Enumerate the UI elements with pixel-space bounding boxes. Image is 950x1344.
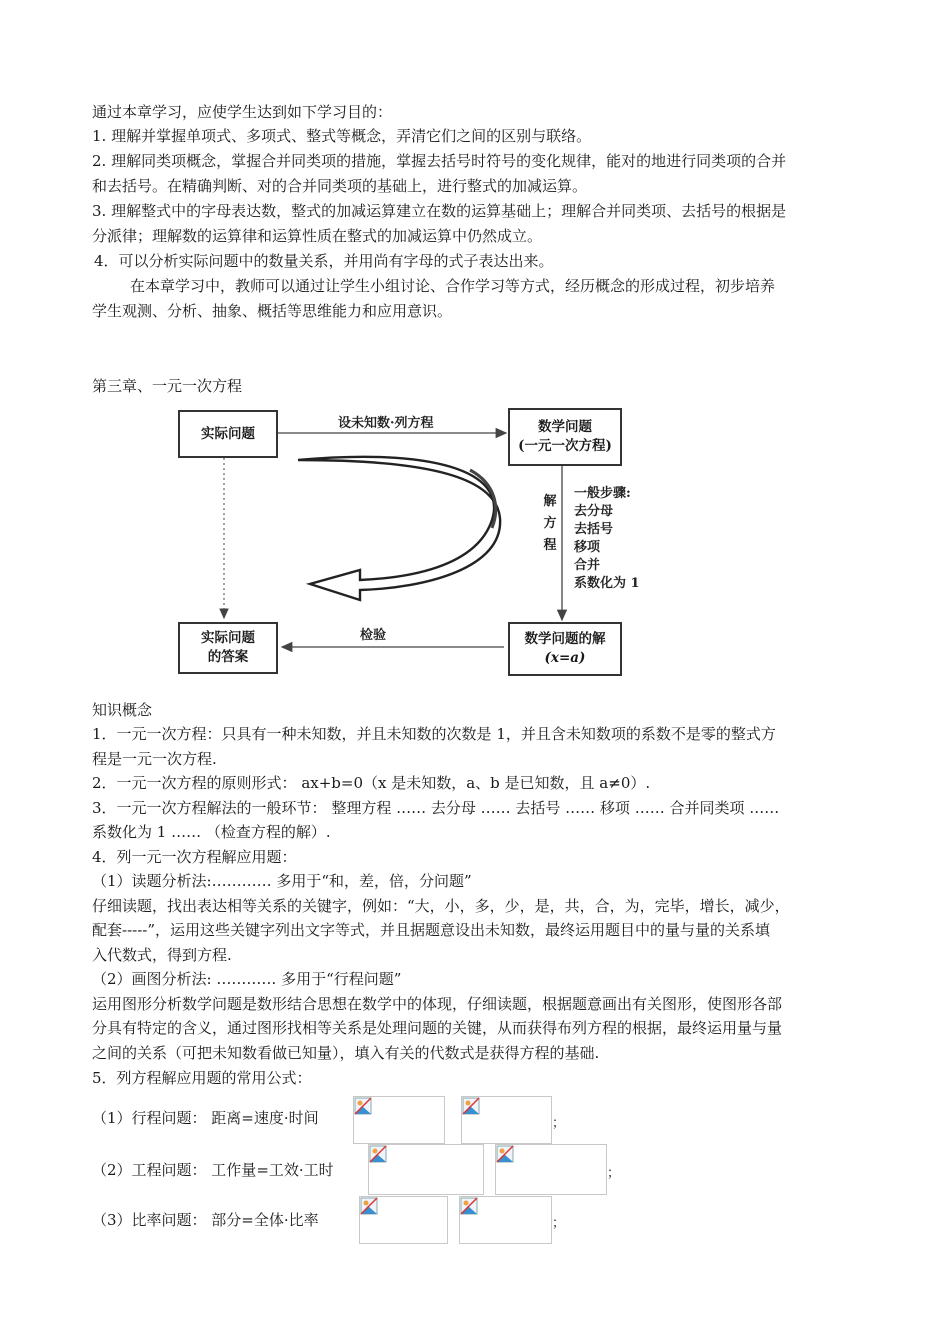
broken-image-icon <box>354 1097 372 1115</box>
knowledge-4b-line-1: 运用图形分析数学问题是数形结合思想在数学中的体现，仔细读题，根据题意画出有关图形，使图形各部 <box>92 995 783 1013</box>
knowledge-4a-line-3: 入代数式，得到方程. <box>92 946 232 964</box>
label-check: 检验 <box>360 628 387 643</box>
intro-item-4: 4．可以分析实际问题中的数量关系，并用尚有字母的式子表达出来。 <box>94 252 554 270</box>
knowledge-1-line-1: 1．一元一次方程：只具有一种未知数，并且未知数的次数是 1，并且含未知数项的系数不是零的整式方 <box>92 725 776 743</box>
formula-image-placeholder <box>461 1096 552 1144</box>
steps-title: 一般步骤: <box>574 486 631 501</box>
knowledge-4: 4．列一元一次方程解应用题： <box>92 848 297 866</box>
semicolon: ； <box>607 1166 621 1181</box>
formula-image-placeholder <box>495 1144 607 1195</box>
step-4: 合并 <box>574 558 601 573</box>
box-real-problem-label: 实际问题 <box>201 425 255 442</box>
label-solve-3: 程 <box>543 538 557 553</box>
broken-image-icon <box>462 1097 480 1115</box>
knowledge-4b-line-3: 之间的关系（可把未知数看做已知量），填入有关的代数式是获得方程的基础. <box>92 1044 600 1062</box>
semicolon: ； <box>552 1116 566 1131</box>
knowledge-4b-line-2: 分具有特定的含义，通过图形找相等关系是处理问题的关键，从而获得布列方程的根据，最终运用量与量 <box>92 1019 783 1037</box>
intro-item-3-line-1: 3. 理解整式中的字母表达数，整式的加减运算建立在数的运算基础上；理解合并同类项、去括号的根据是 <box>92 202 787 220</box>
knowledge-title: 知识概念 <box>92 701 153 719</box>
box-real-problem <box>178 410 278 458</box>
box-math-problem-label: 数学问题 <box>538 419 592 435</box>
broken-image-icon <box>360 1197 378 1215</box>
label-solve-2: 方 <box>543 516 557 531</box>
knowledge-5: 5．列方程解应用题的常用公式： <box>92 1069 312 1087</box>
knowledge-4a-line-2: 配套-----”，运用这些关键字列出文字等式，并且据题意设出未知数，最终运用题目中的量与量的关系填 <box>92 921 771 939</box>
intro-item-2-line-1: 2. 理解同类项概念，掌握合并同类项的措施，掌握去括号时符号的变化规律，能对的地进行同类项的合并 <box>92 152 787 170</box>
curved-arrow-icon <box>298 457 500 600</box>
broken-image-icon <box>369 1145 387 1163</box>
knowledge-4b: （2）画图分析法: ………… 多用于“行程问题” <box>92 970 402 988</box>
formula-ratio: （3）比率问题： 部分=全体·比率 <box>92 1211 319 1229</box>
knowledge-4a-line-1: 仔细读题，找出表达相等关系的关键字，例如：“大，小，多，少，是，共，合，为，完毕，增长，减少， <box>92 897 790 915</box>
formula-travel: （1）行程问题： 距离=速度·时间 <box>92 1109 319 1127</box>
box-math-problem-sub: (一元一次方程) <box>518 438 612 454</box>
box-math-solution-sub: (x=a) <box>544 650 586 666</box>
intro-item-2-line-2: 和去括号。在精确判断、对的合并同类项的基础上，进行整式的加减运算。 <box>92 177 588 195</box>
broken-image-icon <box>460 1197 478 1215</box>
formula-image-placeholder <box>459 1196 552 1244</box>
step-5: 系数化为 1 <box>574 576 640 591</box>
chapter-title: 第三章、一元一次方程 <box>92 377 243 395</box>
box-real-answer-label-1: 实际问题 <box>201 630 255 646</box>
intro-item-1: 1. 理解并掌握单项式、多项式、整式等概念，弄清它们之间的区别与联络。 <box>92 127 592 145</box>
formula-image-placeholder <box>368 1144 484 1195</box>
box-real-answer-label-2: 的答案 <box>207 649 249 665</box>
knowledge-3-line-1: 3．一元一次方程解法的一般环节： 整理方程 …… 去分母 …… 去括号 …… 移项 …… 合并同类项 …… <box>92 799 780 817</box>
box-math-problem <box>508 408 622 466</box>
box-math-solution <box>508 622 622 676</box>
intro-heading: 通过本章学习，应使学生达到如下学习目的： <box>92 103 393 121</box>
intro-paragraph-line-2: 学生观测、分析、抽象、概括等思维能力和应用意识。 <box>92 302 453 320</box>
step-1: 去分母 <box>574 504 614 519</box>
label-formulate: 设未知数·列方程 <box>338 416 434 431</box>
formula-image-placeholder <box>359 1196 448 1244</box>
knowledge-3-line-2: 系数化为 1 …… （检查方程的解）. <box>92 823 331 841</box>
flowchart <box>170 400 650 686</box>
intro-paragraph-line-1: 在本章学习中，教师可以通过让学生小组讨论、合作学习等方式，经历概念的形成过程，初步培养 <box>130 277 776 295</box>
formula-image-placeholder <box>353 1096 445 1144</box>
intro-item-3-line-2: 分派律；理解数的运算律和运算性质在整式的加减运算中仍然成立。 <box>92 227 543 245</box>
box-real-answer <box>178 622 278 674</box>
label-solve-1: 解 <box>543 494 557 509</box>
semicolon: ； <box>552 1216 566 1231</box>
broken-image-icon <box>496 1145 514 1163</box>
formula-work: （2）工程问题： 工作量=工效·工时 <box>92 1161 334 1179</box>
step-2: 去括号 <box>574 522 614 537</box>
knowledge-2: 2．一元一次方程的原则形式： ax+b=0（x 是未知数，a、b 是已知数，且 a≠0）. <box>92 774 651 792</box>
knowledge-4a: （1）读题分析法:………… 多用于“和，差，倍，分问题” <box>92 872 472 890</box>
step-3: 移项 <box>574 540 601 555</box>
box-math-solution-label: 数学问题的解 <box>524 631 606 647</box>
knowledge-1-line-2: 程是一元一次方程. <box>92 750 217 768</box>
